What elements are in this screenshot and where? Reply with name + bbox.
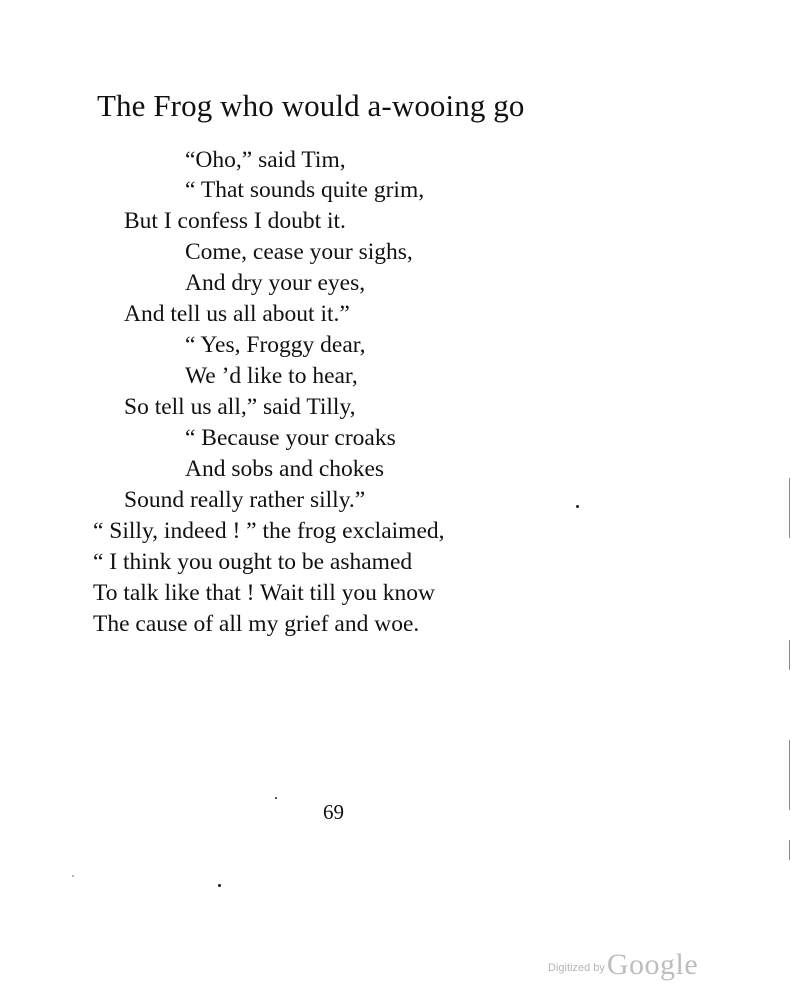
google-logo: Google bbox=[606, 948, 699, 981]
scan-edge-mark bbox=[789, 640, 790, 670]
poem-line: “ I think you ought to be ashamed bbox=[93, 549, 413, 575]
page-number: 69 bbox=[323, 800, 344, 824]
page-title: The Frog who would a-wooing go bbox=[97, 88, 525, 123]
scan-edge-mark bbox=[789, 478, 790, 538]
poem-line: “Oho,” said Tim, bbox=[185, 147, 346, 173]
poem-line: And tell us all about it.” bbox=[124, 301, 350, 327]
scan-edge-mark bbox=[789, 740, 790, 810]
poem-line: So tell us all,” said Tilly, bbox=[124, 394, 356, 420]
poem-line: To talk like that ! Wait till you know bbox=[93, 580, 435, 606]
digitized-watermark bbox=[548, 948, 698, 982]
watermark-prefix: Digitized by bbox=[548, 962, 605, 974]
poem-line: And sobs and chokes bbox=[185, 456, 385, 482]
poem-line: “ Because your croaks bbox=[185, 425, 396, 451]
scan-speck bbox=[218, 884, 221, 887]
scan-speck bbox=[72, 875, 74, 877]
poem-line: But I confess I doubt it. bbox=[124, 208, 346, 234]
poem-line: “ Yes, Froggy dear, bbox=[185, 332, 366, 358]
poem-line: “ That sounds quite grim, bbox=[185, 177, 425, 203]
poem-line: “ Silly, indeed ! ” the frog exclaimed, bbox=[93, 518, 445, 544]
scan-edge-mark bbox=[789, 840, 790, 860]
poem-line: The cause of all my grief and woe. bbox=[93, 611, 420, 637]
scan-speck bbox=[576, 505, 579, 508]
poem-line: Come, cease your sighs, bbox=[185, 239, 413, 265]
scan-speck bbox=[275, 797, 277, 799]
poem-line: We ’d like to hear, bbox=[185, 363, 358, 389]
poem-line: Sound really rather silly.” bbox=[124, 487, 366, 513]
poem-line: And dry your eyes, bbox=[185, 270, 366, 296]
